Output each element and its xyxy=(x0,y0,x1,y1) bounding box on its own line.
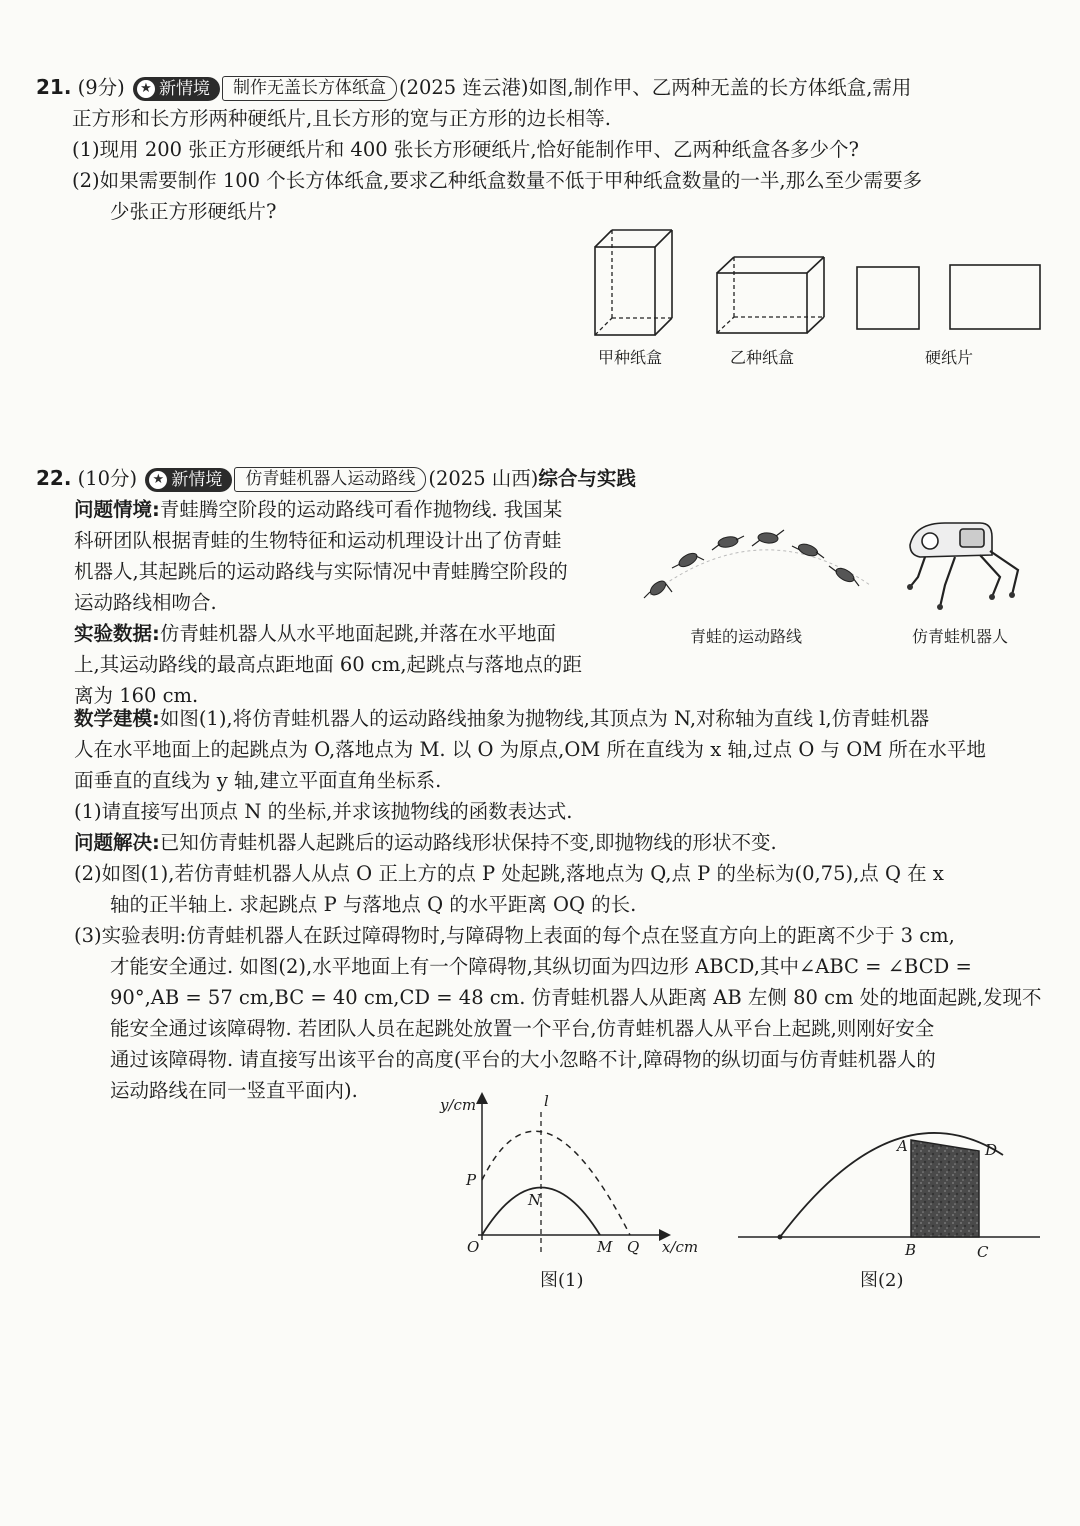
q21-new-context-tag: ★ 新情境 xyxy=(133,77,220,101)
frog-robot-caption: 仿青蛙机器人 xyxy=(912,627,1009,646)
fig2-obstacle-abcd xyxy=(911,1140,979,1237)
fig1-label-P: P xyxy=(466,1171,477,1189)
q21-score: (9分) xyxy=(77,76,125,99)
q22-section-title: 综合与实践 xyxy=(538,467,636,490)
q22-new-context-tag: ★ 新情境 xyxy=(145,468,232,492)
wenti-label: 问题情境: xyxy=(74,498,160,521)
figure-2-caption: 图(2) xyxy=(860,1270,904,1291)
square-piece xyxy=(857,267,919,329)
fig2-takeoff-point xyxy=(778,1235,783,1240)
q22-intro-block: 问题情境:青蛙腾空阶段的运动路线可看作抛物线. 我国某 科研团队根据青蛙的生物特征和运动机理设计出了仿青蛙 机器人,其起跳后的运动路线与实际情况中青蛙腾空阶段的 运动路线相吻合. 实验数据:仿青蛙机器人从水平地面起跳,并落在水平地面 上,其运动路线的最高点距地面 60 cm,起跳点与落地点的距 离为 160 cm. xyxy=(74,498,583,707)
cardboard-caption: 硬纸片 xyxy=(925,348,974,367)
box-yi-caption: 乙种纸盒 xyxy=(730,348,795,367)
fig2-label-C: C xyxy=(977,1243,989,1261)
fig1-y-label: y/cm xyxy=(440,1096,477,1114)
figure-1-caption: 图(1) xyxy=(540,1270,584,1291)
box-jia-caption: 甲种纸盒 xyxy=(598,348,663,367)
q21-topic: 制作无盖长方体纸盒 xyxy=(222,76,397,101)
fig1-label-M: M xyxy=(597,1238,613,1256)
q22-part-1: (1)请直接写出顶点 N 的坐标,并求该抛物线的函数表达式. xyxy=(74,800,573,823)
fig1-label-Q: Q xyxy=(627,1238,640,1256)
q22-part-2: (2)如图(1),若仿青蛙机器人从点 O 正上方的点 P 处起跳,落地点为 Q,点 P 的坐标为(0,75),点 Q 在 x xyxy=(74,862,944,885)
box-jia-figure xyxy=(590,225,680,340)
q21-line-2: 正方形和长方形两种硬纸片,且长方形的宽与正方形的边长相等. xyxy=(72,107,611,130)
jiejue-label: 问题解决: xyxy=(74,831,160,854)
jianmo-label: 数学建模: xyxy=(74,707,160,730)
q21-number: 21. xyxy=(36,75,72,99)
q22-part-3: (3)实验表明:仿青蛙机器人在跃过障碍物时,与障碍物上表面的每个点在竖直方向上的距离不少于 3 cm, xyxy=(74,924,955,947)
shiyan-label: 实验数据: xyxy=(74,622,160,645)
frog-path-caption: 青蛙的运动路线 xyxy=(690,627,803,646)
q22-score: (10分) xyxy=(77,467,138,490)
q21-line-1 xyxy=(36,72,1046,103)
q21-part-1: (1)现用 200 张正方形硬纸片和 400 张长方形硬纸片,恰好能制作甲、乙两种纸盒各多少个? xyxy=(72,138,860,161)
fig2-label-A: A xyxy=(897,1137,908,1155)
figure-2-obstacle-diagram xyxy=(735,1125,1045,1265)
cardboard-pieces-figure xyxy=(852,262,1047,334)
fig1-x-label: x/cm xyxy=(662,1238,699,1256)
q21-text: (2025 连云港)如图,制作甲、乙两种无盖的长方体纸盒,需用 xyxy=(398,76,912,99)
fig2-label-D: D xyxy=(985,1141,998,1159)
q22-source: (2025 山西) xyxy=(428,467,539,490)
frog-robot-illustration xyxy=(900,515,1030,615)
q21-part-2: (2)如果需要制作 100 个长方体纸盒,要求乙种纸盒数量不低于甲种纸盒数量的一半,那么至少需要多 xyxy=(72,169,923,192)
fig1-label-O: O xyxy=(467,1238,480,1256)
fig1-dashed-parabola xyxy=(482,1131,630,1235)
fig1-label-N: N xyxy=(528,1191,542,1209)
figure-1-coordinate-plot xyxy=(440,1090,710,1260)
star-icon: ★ xyxy=(149,471,167,489)
q22-body: 数学建模:如图(1),将仿青蛙机器人的运动路线抽象为抛物线,其顶点为 N,对称轴为直线 l,仿青蛙机器 人在水平地面上的起跳点为 O,落地点为 M. 以 O 为原点,OM 所在直线为 x 轴,过点 O 与 OM 所在水平地 面垂直的直线为 y 轴,建立平面直角坐标系. (1)请直接写出顶点 N 的坐标,并求该抛物线的函数表达式. 问题解决:已知仿青蛙机器人起跳后的运动路线形状保持不变,即抛物线的形状不变. (2)如图(1),若仿青蛙机器人从点 O 正上方的点 P 处起跳,落地点为 Q,点 P 的坐标为(0,75),点 Q 在 x 轴的正半轴上. 求起跳点 P 与落地点 Q 的水平距离 OQ 的长. (3)实验表明:仿青蛙机器人在跃过障碍物时,与障碍物上表面的每个点在竖直方向上的距离不少于 3 cm, 才能安全通过. 如图(2),水平地面上有一个障碍物,其纵切面为四边形 ABCD,其中∠ABC = ∠BCD = 90°,AB = 57 cm,BC = 40 cm,CD = 48 cm. 仿青蛙机器人从距离 AB 左侧 80 cm 处的地面起跳,发现不 能安全通过该障碍物. 若团队人员在起跳处放置一个平台,仿青蛙机器人从平台上起跳,则刚好安全 通过该障碍物. 请直接写出该平台的高度(平台的大小忽略不计,障碍物的纵切面与仿青蛙机器人的 运动路线在同一竖直平面内). xyxy=(74,703,1054,1106)
box-yi-figure xyxy=(712,253,832,338)
q22-topic: 仿青蛙机器人运动路线 xyxy=(234,467,426,492)
rectangle-piece xyxy=(950,265,1040,329)
q21-part-2-cont: 少张正方形硬纸片? xyxy=(110,200,277,223)
star-icon: ★ xyxy=(137,80,155,98)
fig1-label-l: l xyxy=(544,1092,549,1110)
frog-path-illustration xyxy=(640,520,880,610)
q22-title-line xyxy=(36,463,1046,494)
question-22-header xyxy=(36,463,1046,494)
q22-number: 22. xyxy=(36,466,72,490)
question-21 xyxy=(36,72,1046,227)
fig2-label-B: B xyxy=(905,1241,917,1259)
